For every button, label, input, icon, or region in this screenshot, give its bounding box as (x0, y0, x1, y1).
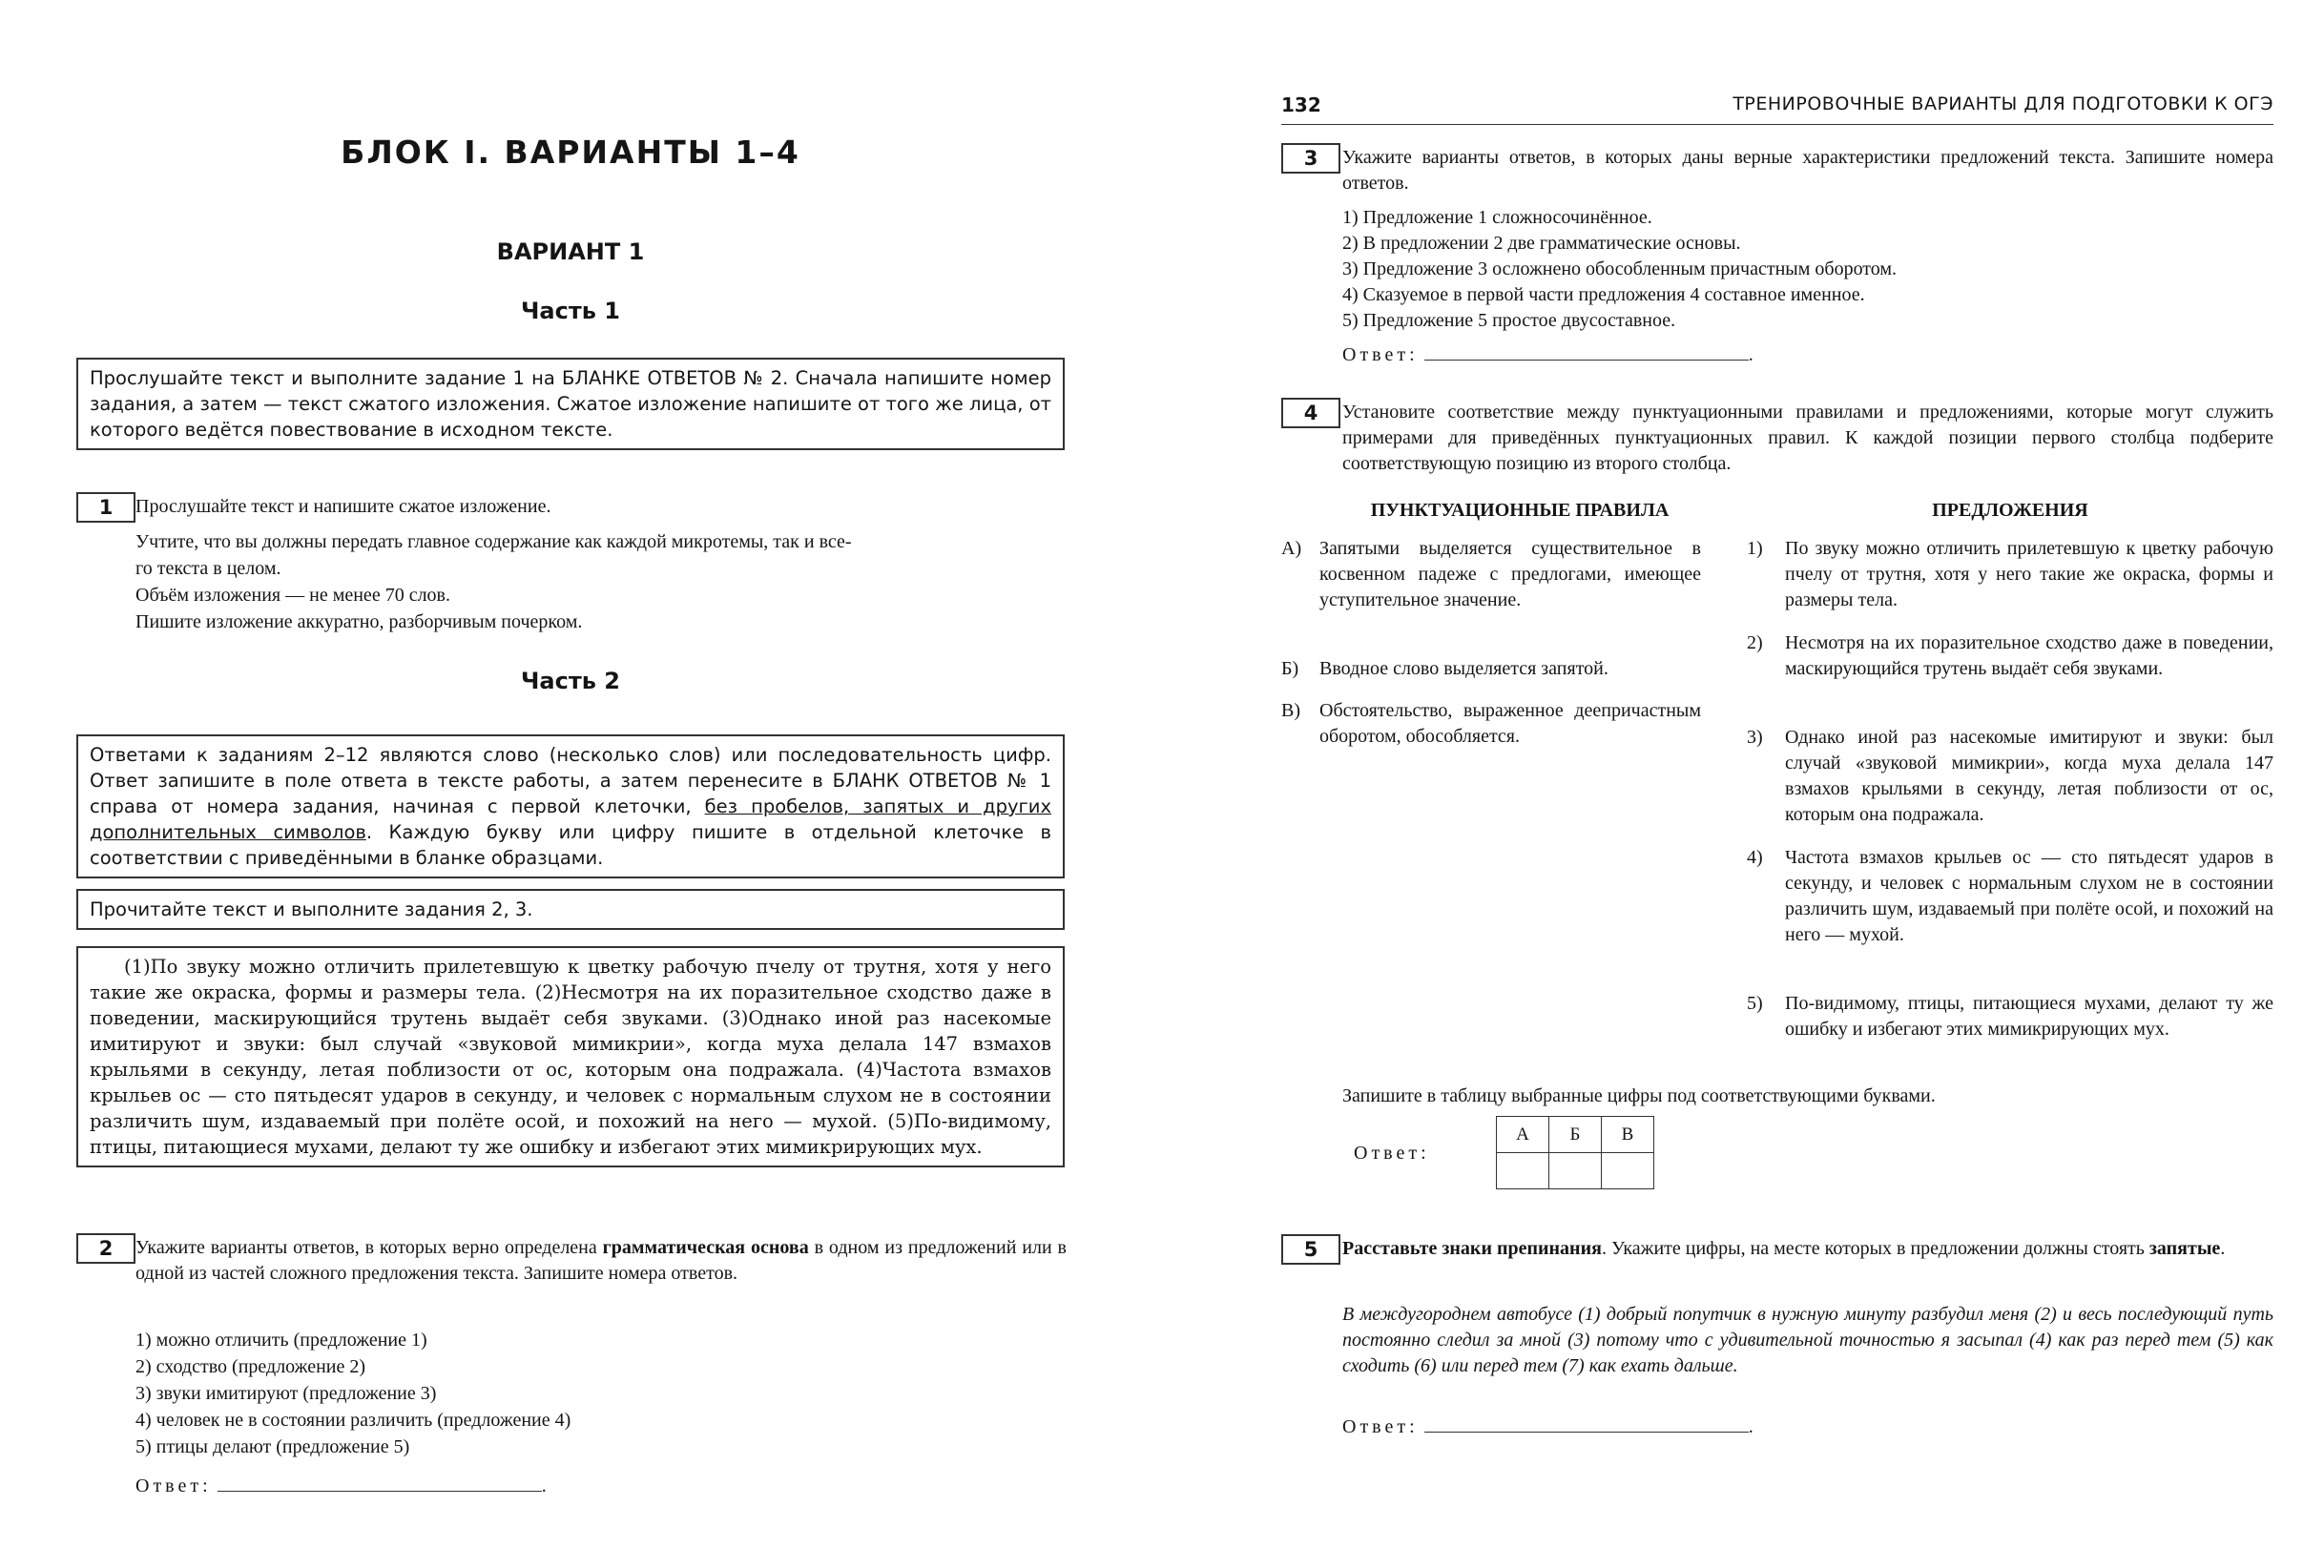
main-text-box (76, 946, 1065, 1167)
header-divider (1281, 124, 2273, 125)
task5-sentence: В междугороднем автобусе (1) добрый попутчик в нужную минуту разбудил меня (2) и весь последующий путь постоянно следил за мной (3) потому что с удивительной точностью я засыпал (4) как раз перед тем (5) как сходить (6) или перед тем (7) как ехать дальше. (1342, 1304, 2273, 1376)
task2-answer-line: Ответ: . (135, 1473, 550, 1497)
intro-box-part1 (76, 358, 1065, 450)
intro-text-part1: Прослушайте текст и выполните задание 1 на БЛАНКЕ ОТВЕТОВ № 2. Сначала напишите номер задания, а затем — текст сжатого изложения. Сжатое изложение напишите от того же лица, от которого ведётся повествование в исходном тексте. (90, 367, 1051, 441)
task-number-4: 4 (1281, 398, 1340, 428)
sentence-5-label: 5) (1747, 993, 1763, 1014)
rule-v-label: В) (1281, 700, 1300, 721)
answer-cell-a[interactable] (1497, 1153, 1549, 1189)
intro2-text-before: Ответами к заданиям 2–12 являются слово (несколько слов) или последовательность цифр. Ответ запишите в поле ответа в тексте работы, а затем перенесите в БЛАНК ОТВЕТОВ № 1 справа от номера задания, начиная с первой клеточки, (90, 744, 1051, 817)
running-head: ТРЕНИРОВОЧНЫЕ ВАРИАНТЫ ДЛЯ ПОДГОТОВКИ К ОГЭ (1733, 93, 2273, 114)
task2-option-5: 5) птицы делают (предложение 5) (135, 1436, 410, 1457)
sentence-5-text: По-видимому, птицы, питающиеся мухами, делают ту же ошибку и избегают этих мимикрирующих мух. (1785, 993, 2273, 1040)
rule-b-text: Вводное слово выделяется запятой. (1319, 658, 1608, 679)
task5-answer-field[interactable] (1424, 1413, 1749, 1433)
task2-answer-field[interactable] (218, 1473, 542, 1492)
sentence-2 (1747, 630, 2273, 682)
part1-title: Часть 1 (521, 298, 620, 324)
task3-option-4: 4) Сказуемое в первой части предложения 4 составное именное. (1342, 284, 1865, 305)
task-number-2: 2 (76, 1233, 135, 1264)
task3-option-3: 3) Предложение 3 осложнено обособленным причастным оборотом. (1342, 258, 1898, 279)
task3-answer-line: Ответ: . (1342, 341, 1757, 366)
task2-prompt-bold: грамматическая основа (602, 1237, 809, 1258)
sentence-3-label: 3) (1747, 727, 1763, 748)
right-page (1281, 0, 2273, 1568)
task1-line4: Пишите изложение аккуратно, разборчивым почерком. (135, 611, 583, 632)
rule-v (1281, 698, 1701, 750)
task3-prompt: Укажите варианты ответов, в которых даны верные характеристики предложений текста. Запишите номера ответов. (1342, 147, 2273, 194)
task2-prompt-b: в одном из предложений или в одной из частей сложного предложения текста. Запишите номера ответов. (135, 1237, 1067, 1284)
intro2-text-after: . Каждую букву или цифру пишите в отдельной клеточке в соответствии с приведёнными в бланке образцами. (90, 821, 1052, 869)
rules-column-header: ПУНКТУАЦИОННЫЕ ПРАВИЛА (1370, 500, 1670, 521)
sentence-3 (1747, 725, 2273, 828)
sentence-4-label: 4) (1747, 847, 1763, 868)
sentence-4 (1747, 845, 2273, 948)
sentence-5 (1747, 991, 2273, 1042)
page-number: 132 (1281, 93, 1321, 116)
task5-prompt-bold1: Расставьте знаки препинания (1342, 1238, 1602, 1259)
task-number-3: 3 (1281, 143, 1340, 174)
task-number-1: 1 (76, 492, 135, 523)
task3-answer-label: Ответ: (1342, 344, 1419, 365)
answer-table-header-b: Б (1549, 1117, 1602, 1153)
rule-a (1281, 536, 1701, 613)
task3-option-5: 5) Предложение 5 простое двусоставное. (1342, 310, 1676, 331)
read-instruction: Прочитайте текст и выполните задания 2, 3. (90, 898, 533, 920)
task3-option-1: 1) Предложение 1 сложносочинённое. (1342, 207, 1652, 228)
task2-answer-label: Ответ: (135, 1475, 212, 1496)
task5-prompt-end: . (2220, 1238, 2226, 1259)
sentence-2-text: Несмотря на их поразительное сходство даже в поведении, маскирующийся трутень выдаёт себя звуками. (1785, 632, 2273, 679)
left-page (74, 0, 1067, 1568)
task2-option-3: 3) звуки имитируют (предложение 3) (135, 1383, 437, 1404)
rule-a-label: А) (1281, 538, 1302, 559)
intro2-text-underlined: без пробелов, запятых и других дополнительных символов (90, 795, 1051, 843)
task4-answer-label: Ответ: (1354, 1143, 1430, 1164)
task4-prompt: Установите соответствие между пунктуационными правилами и предложениями, которые могут служить примерами для приведённых пунктуационных правил. К каждой позиции первого столбца подберите соответствующую позицию из второго столбца. (1342, 402, 2273, 474)
task2-option-4: 4) человек не в состоянии различить (предложение 4) (135, 1410, 571, 1431)
task2-option-2: 2) сходство (предложение 2) (135, 1356, 366, 1377)
rule-b-label: Б) (1281, 658, 1299, 679)
sentences-column-header: ПРЕДЛОЖЕНИЯ (1932, 500, 2088, 521)
sentence-1 (1747, 536, 2273, 613)
task4-answer-table (1496, 1116, 1654, 1189)
sentence-3-text: Однако иной раз насекомые имитируют и звуки: был случай «звуковой мимикрии», когда муха делала 147 взмахов крыльями в секунду, летая поблизости от ос, которым она подражала. (1785, 727, 2273, 825)
answer-table-header-v: В (1602, 1117, 1654, 1153)
task3-option-2: 2) В предложении 2 две грамматические основы. (1342, 233, 1741, 254)
task1-line3: Объём изложения — не менее 70 слов. (135, 585, 450, 606)
answer-cell-b[interactable] (1549, 1153, 1602, 1189)
sentence-1-label: 1) (1747, 538, 1763, 559)
rule-b (1281, 656, 1701, 682)
intro-box-part2 (76, 734, 1065, 878)
answer-cell-v[interactable] (1602, 1153, 1654, 1189)
read-instruction-box (76, 889, 1065, 930)
task5-prompt-bold2: запятые (2148, 1238, 2221, 1259)
main-text: (1)По звуку можно отличить прилетевшую к цветку рабочую пчелу от трутня, хотя у него такие же окраска, формы и размеры тела. (2)Несмотря на их поразительное сходство даже в поведении, маскирующийся трутень выдаёт себя звуками. (3)Однако иной раз насекомые имитируют и звуки: был случай «звуковой мимикрии», когда муха делала 147 взмахов крыльями в секунду, летая поблизости от ос, которым она подражала. (4)Частота взмахов крыльев ос — сто пятьдесят ударов в секунду, и человек с нормальным слухом не в состоянии различить шум, издаваемый при полёте осой, и похожий на него — мухой. (5)По-видимому, птицы, питающиеся мухами, делают ту же ошибку и избегают этих мимикрирующих мух. (90, 956, 1051, 1158)
task1-line1: Учтите, что вы должны передать главное содержание как каждой микротемы, так и все- (135, 531, 852, 552)
sentence-1-text: По звуку можно отличить прилетевшую к цветку рабочую пчелу от трутня, хотя у него такие же окраска, формы и размеры тела. (1785, 538, 2273, 610)
task1-prompt: Прослушайте текст и напишите сжатое изложение. (135, 496, 551, 517)
block-title: БЛОК I. ВАРИАНТЫ 1–4 (341, 134, 800, 171)
rule-a-text: Запятыми выделяется существительное в косвенном падеже с предлогами, имеющее уступительное значение. (1319, 538, 1701, 610)
variant-title: ВАРИАНТ 1 (496, 238, 645, 265)
task1-line2: го текста в целом. (135, 558, 281, 579)
task2-prompt-a: Укажите варианты ответов, в которых верно определена (135, 1237, 603, 1258)
answer-table-header-a: А (1497, 1117, 1549, 1153)
table-instruction: Запишите в таблицу выбранные цифры под соответствующими буквами. (1342, 1085, 1936, 1106)
rule-v-text: Обстоятельство, выраженное деепричастным оборотом, обособляется. (1319, 700, 1701, 747)
task5-answer-label: Ответ: (1342, 1416, 1419, 1437)
sentence-2-label: 2) (1747, 632, 1763, 653)
sentence-4-text: Частота взмахов крыльев ос — сто пятьдесят ударов в секунду, и человек с нормальным слухом не в состоянии различить шум, издаваемый при полёте осой, и похожий на него — мухой. (1785, 847, 2273, 945)
task3-answer-field[interactable] (1424, 341, 1749, 361)
task5-prompt (1342, 1236, 2273, 1262)
part2-title: Часть 2 (521, 668, 620, 694)
task5-prompt-mid: . Укажите цифры, на месте которых в предложении должны стоять (1601, 1238, 2149, 1259)
task5-answer-line: Ответ: . (1342, 1413, 1757, 1438)
task-number-5: 5 (1281, 1234, 1340, 1265)
task2-option-1: 1) можно отличить (предложение 1) (135, 1330, 427, 1351)
task2-prompt (135, 1235, 1067, 1287)
